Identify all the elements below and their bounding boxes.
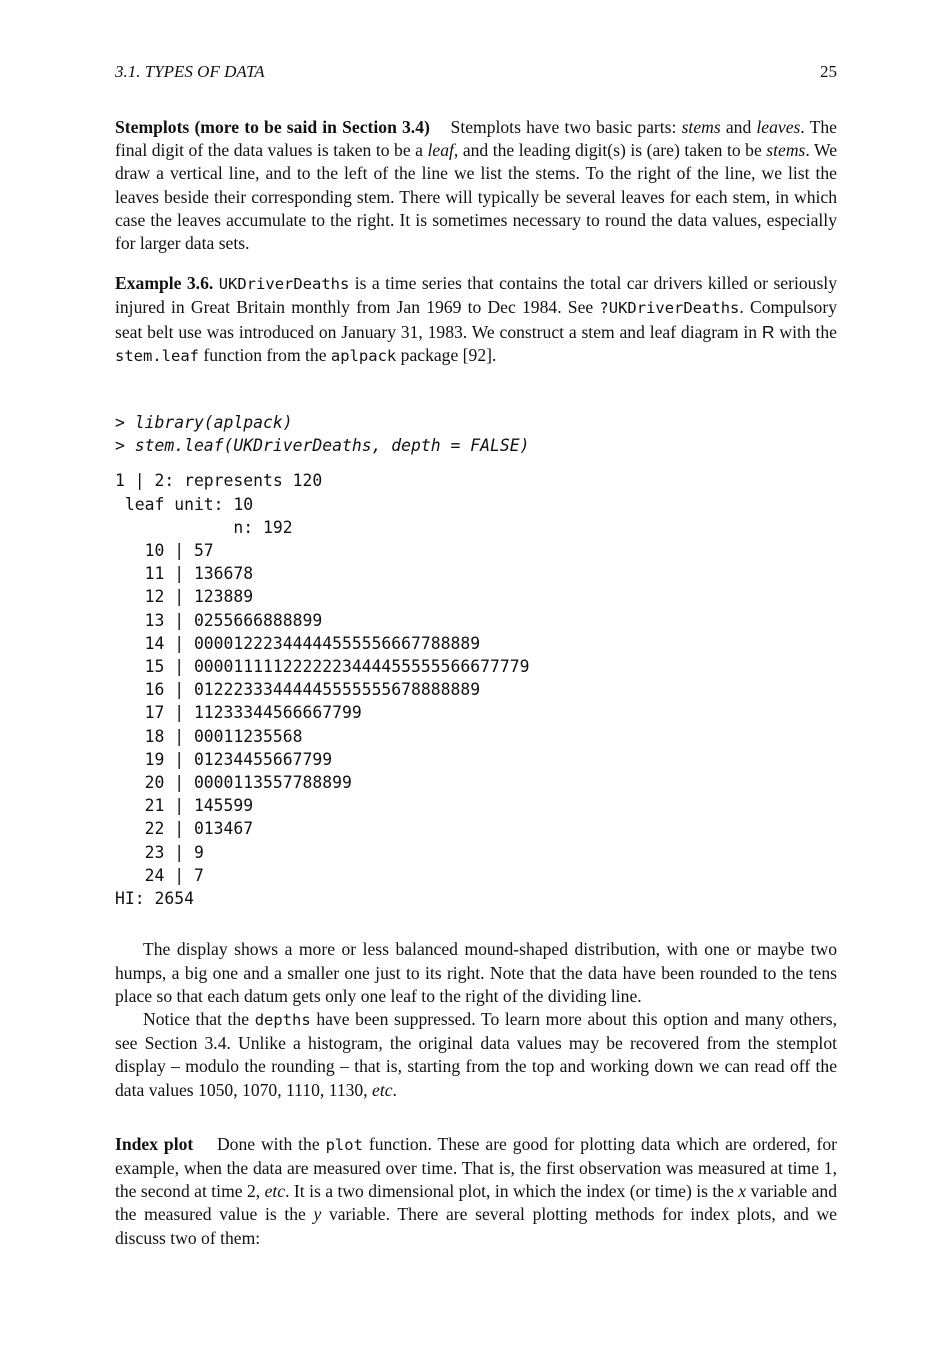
command-line: > library(aplpack) [115, 413, 293, 433]
discussion-paragraph-1: The display shows a more or less balanced mound-shaped distribution, with one or maybe two humps, a big one and a smaller one just to its right. Note that the data have been rounded to the tens place so that each datum gets only one leaf to the right of the dividing line. [115, 939, 837, 1006]
output-line: leaf unit: 10 [115, 494, 254, 514]
output-line: 21 | 145599 [115, 796, 254, 816]
command-line: > stem.leaf(UKDriverDeaths, depth = FALSE) [115, 436, 530, 456]
page-number: 25 [820, 62, 837, 81]
output-line: 13 | 0255666888899 [115, 610, 323, 630]
stem-leaf-output [115, 469, 837, 910]
output-line: 17 | 11233344566667799 [115, 703, 362, 723]
stemplots-heading: Stemplots (more to be said in Section 3.4) [115, 117, 430, 137]
running-head [115, 62, 837, 82]
index-plot-heading: Index plot [115, 1133, 194, 1154]
output-line: 19 | 01234455667799 [115, 749, 333, 769]
example-paragraph: Example 3.6. UKDriverDeaths is a time series that contains the total car drivers killed or seriously injured in Great Britain monthly from Jan 1969 to Dec 1984. See ?UKDriverDeaths. Compulsory seat belt use was introduced on January 31, 1983. We construct a stem and leaf diagram in R with the stem.leaf function from the aplpack package [92]. [115, 273, 837, 365]
discussion-paragraph-2: Notice that the depths have been suppressed. To learn more about this option and many others, see Section 3.4. Unlike a histogram, the original data values may be recovered from the stemplot display – modulo the rounding – that is, starting from the top and working down we can read off the data values 1050, 1070, 1110, 1130, etc. [115, 1008, 837, 1100]
index-plot-paragraph: Index plot Done with the plot function. These are good for plotting data which are ordered, for example, when the data are measured over time. That is, the first observation was measured at time 1, the second at time 2, etc. It is a two dimensional plot, in which the index (or time) is the x variable and the measured value is the y variable. There are several plotting methods for index plots, and we discuss two of them: [115, 1133, 838, 1248]
output-line: n: 192 [115, 517, 293, 537]
output-line: HI: 2654 [115, 889, 194, 909]
r-commands [115, 411, 837, 457]
output-line: 16 | 01222333444445555555678888889 [115, 680, 481, 700]
page [115, 62, 837, 1250]
output-line: 20 | 0000113557788899 [115, 773, 352, 793]
output-line: 10 | 57 [115, 541, 214, 561]
example-label: Example 3.6. [115, 273, 214, 294]
output-line: 1 | 2: represents 120 [115, 471, 323, 491]
output-line: 12 | 123889 [115, 587, 254, 607]
output-line: 23 | 9 [115, 842, 204, 862]
section-title: 3.1. TYPES OF DATA [115, 62, 265, 81]
output-line: 11 | 136678 [115, 564, 254, 584]
output-line: 22 | 013467 [115, 819, 254, 839]
output-line: 24 | 7 [115, 865, 204, 885]
stemplots-paragraph: Stemplots (more to be said in Section 3.4) Stemplots have two basic parts: stems and leaves. The final digit of the data values is taken to be a leaf, and the leading digit(s) is (are) taken to be stems. We draw a vertical line, and to the left of the line we list the stems. To the right of the line, we list the leaves beside their corresponding stem. There will typically be several leaves for each stem, in which case the leaves accumulate to the right. It is sometimes necessary to round the data values, especially for larger data sets. [115, 117, 838, 254]
output-line: 18 | 00011235568 [115, 726, 303, 746]
output-line: 14 | 00001222344444555556667788889 [115, 633, 481, 653]
output-line: 15 | 0000111112222223444455555566677779 [115, 657, 530, 677]
